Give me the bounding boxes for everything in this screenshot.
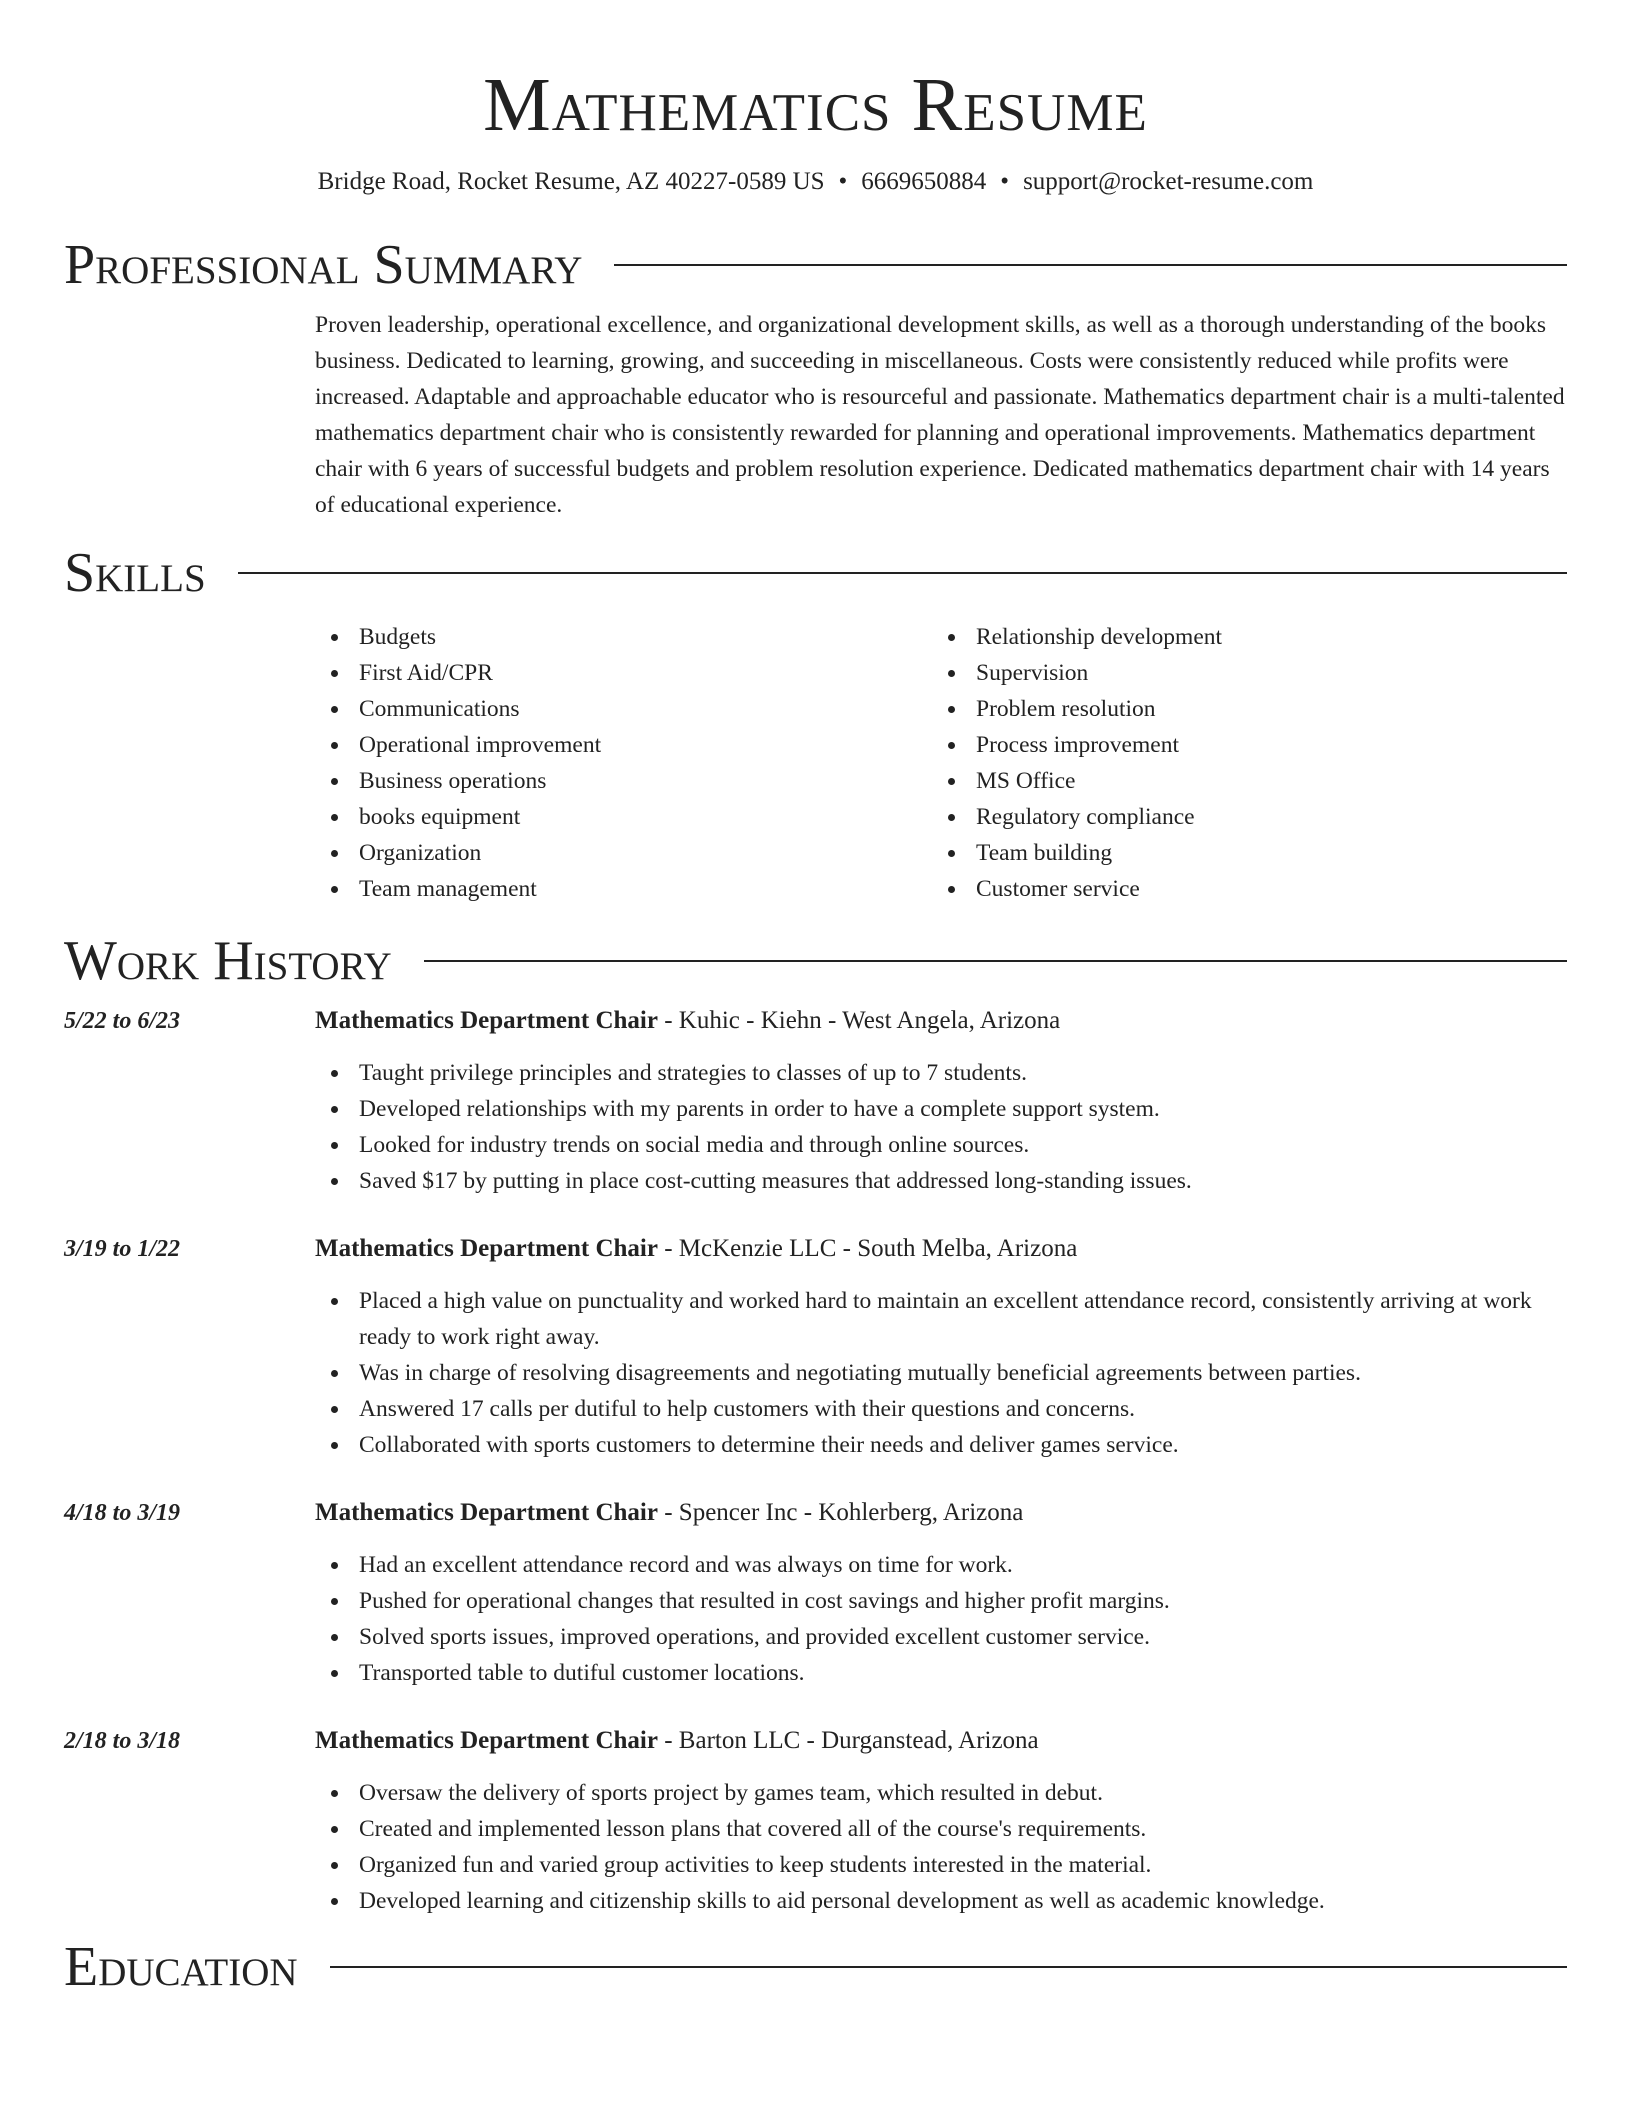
skills-column-left (315, 619, 932, 907)
job-title-line (315, 1003, 1567, 1039)
job-bullet: Saved $17 by putting in place cost-cutting measures that addressed long-standing issues. (315, 1163, 1567, 1199)
skill-item: Process improvement (932, 727, 1549, 763)
skill-item: Communications (315, 691, 932, 727)
job-dates: 5/22 to 6/23 (64, 1008, 181, 1034)
job-bullet: Was in charge of resolving disagreements and negotiating mutually beneficial agreements between parties. (315, 1355, 1567, 1391)
job-role: Mathematics Department Chair (315, 1007, 658, 1034)
job-bullet: Had an excellent attendance record and was always on time for work. (315, 1547, 1567, 1583)
job-role: Mathematics Department Chair (315, 1727, 658, 1754)
section-divider (330, 1966, 1567, 1968)
job-role: Mathematics Department Chair (315, 1499, 658, 1526)
contact-phone: 6669650884 (861, 168, 987, 195)
job-bullet: Developed relationships with my parents in order to have a complete support system. (315, 1091, 1567, 1127)
education-heading: Education (64, 1936, 298, 1998)
skill-item: Team management (315, 871, 932, 907)
job-title-line (315, 1723, 1567, 1759)
summary-section (315, 307, 1567, 523)
job-bullet: Developed learning and citizenship skills to aid personal development as well as academic knowledge. (315, 1883, 1567, 1919)
skill-item: Supervision (932, 655, 1549, 691)
skill-item: Relationship development (932, 619, 1549, 655)
contact-separator: • (1000, 168, 1010, 195)
contact-line (64, 165, 1567, 199)
skill-item: Budgets (315, 619, 932, 655)
job-bullets (315, 1775, 1567, 1919)
skills-grid (315, 619, 1567, 907)
job-bullet: Looked for industry trends on social media and through online sources. (315, 1127, 1567, 1163)
job-bullet: Created and implemented lesson plans that covered all of the course's requirements. (315, 1811, 1567, 1847)
skill-item: Operational improvement (315, 727, 932, 763)
resume-page (64, 0, 1567, 1997)
section-divider (238, 572, 1567, 574)
job-role: Mathematics Department Chair (315, 1235, 658, 1262)
summary-text: Proven leadership, operational excellence, and organizational development skills, as well as a thorough understanding of the books business. Dedicated to learning, growing, and succeeding in miscellaneous. Costs were consistently reduced while profits were increased. Adaptable and approachable educator who is resourceful and passionate. Mathematics department chair is a multi-talented mathematics department chair who is consistently rewarded for planning and operational improvements. Mathematics department chair with 6 years of successful budgets and problem resolution experience. Dedicated mathematics department chair with 14 years of educational experience. (315, 312, 1565, 518)
job-bullets (315, 1547, 1567, 1691)
education-section-header (64, 1937, 1567, 1997)
skills-section (315, 619, 1567, 907)
contact-address: Bridge Road, Rocket Resume, AZ 40227-0589 US (317, 168, 825, 195)
job-dates: 3/19 to 1/22 (64, 1236, 181, 1262)
skills-heading: Skills (64, 542, 206, 604)
job-entry (64, 1495, 1567, 1691)
work-section-header (64, 931, 1567, 991)
job-bullet: Transported table to dutiful customer locations. (315, 1655, 1567, 1691)
job-bullets (315, 1055, 1567, 1199)
job-bullet: Organized fun and varied group activities to keep students interested in the material. (315, 1847, 1567, 1883)
summary-section-header (64, 235, 1567, 295)
skills-column-right (932, 619, 1549, 907)
contact-email: support@rocket-resume.com (1023, 168, 1314, 195)
job-title-line (315, 1495, 1567, 1531)
skill-item: First Aid/CPR (315, 655, 932, 691)
job-bullet: Pushed for operational changes that resulted in cost savings and higher profit margins. (315, 1583, 1567, 1619)
job-bullet: Collaborated with sports customers to determine their needs and deliver games service. (315, 1427, 1567, 1463)
job-bullet: Taught privilege principles and strategies to classes of up to 7 students. (315, 1055, 1567, 1091)
job-bullet: Oversaw the delivery of sports project by games team, which resulted in debut. (315, 1775, 1567, 1811)
job-bullet: Answered 17 calls per dutiful to help customers with their questions and concerns. (315, 1391, 1567, 1427)
skills-section-header (64, 543, 1567, 603)
job-organization: - Kuhic - Kiehn - West Angela, Arizona (657, 1007, 1061, 1034)
job-dates: 2/18 to 3/18 (64, 1728, 181, 1754)
skill-item: Problem resolution (932, 691, 1549, 727)
skill-item: books equipment (315, 799, 932, 835)
skill-item: Regulatory compliance (932, 799, 1549, 835)
job-entry (64, 1231, 1567, 1463)
section-divider (424, 960, 1567, 962)
job-organization: - McKenzie LLC - South Melba, Arizona (657, 1235, 1078, 1262)
job-dates: 4/18 to 3/19 (64, 1500, 181, 1526)
job-title-line (315, 1231, 1567, 1267)
resume-title: Mathematics Resume (483, 63, 1148, 147)
work-heading: Work History (64, 930, 392, 992)
job-entry (64, 1723, 1567, 1919)
skill-item: Business operations (315, 763, 932, 799)
job-entry (64, 1003, 1567, 1199)
job-organization: - Spencer Inc - Kohlerberg, Arizona (657, 1499, 1024, 1526)
contact-separator: • (838, 168, 848, 195)
job-bullet: Solved sports issues, improved operations, and provided excellent customer service. (315, 1619, 1567, 1655)
skill-item: Organization (315, 835, 932, 871)
summary-heading: Professional Summary (64, 234, 583, 296)
skill-item: Team building (932, 835, 1549, 871)
job-bullets (315, 1283, 1567, 1463)
section-divider (614, 264, 1567, 266)
skill-item: MS Office (932, 763, 1549, 799)
job-organization: - Barton LLC - Durganstead, Arizona (657, 1727, 1039, 1754)
skill-item: Customer service (932, 871, 1549, 907)
job-bullet: Placed a high value on punctuality and worked hard to maintain an excellent attendance record, consistently arriving at work ready to work right away. (315, 1283, 1567, 1355)
